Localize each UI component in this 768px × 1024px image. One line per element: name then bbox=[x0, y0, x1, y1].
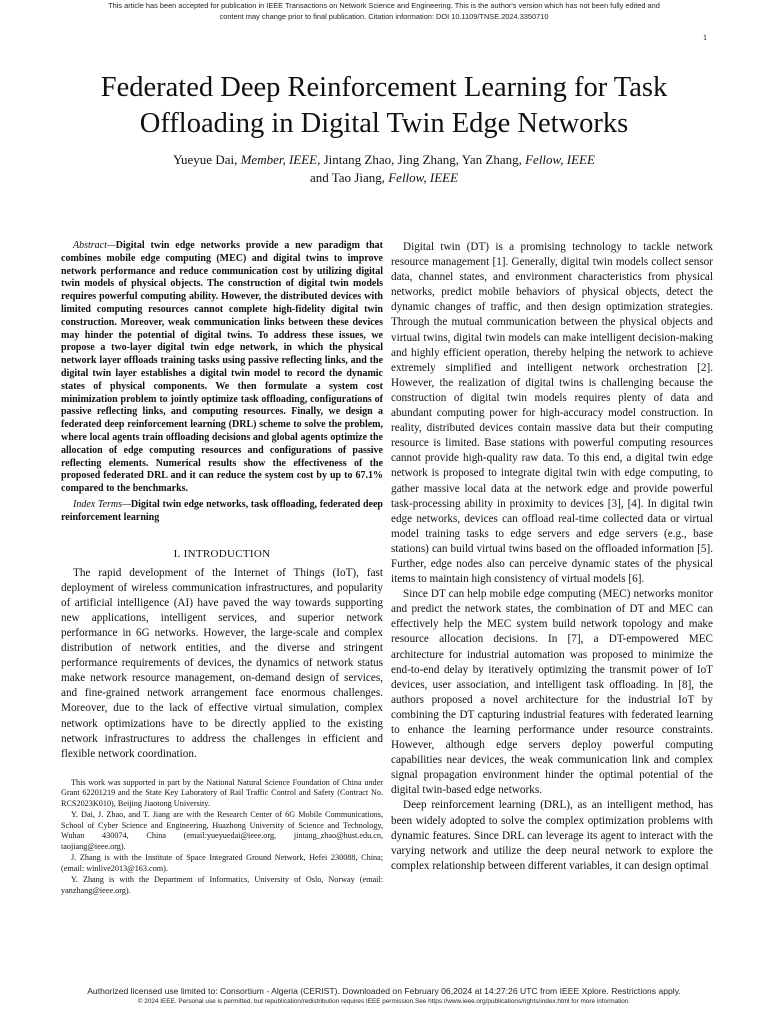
section-heading-introduction bbox=[61, 547, 383, 562]
footnote-affiliation-2: J. Zhang is with the Institute of Space Integrated Ground Network, Hefei 230088, China; (email: winlive2013@163.com). bbox=[61, 853, 383, 873]
copyright-notice: © 2024 IEEE. Personal use is permitted, but republication/redistribution requires IEEE permission.See https://www.ieee.org/publications/rights/index.html for more information. bbox=[137, 998, 631, 1005]
body-paragraph-2: Since DT can help mobile edge computing (MEC) networks monitor and predict the network states, the combination of DT and MEC can effectively help the MEC system build network topology and make resource allocation decisions. In [7], a DT-empowered MEC architecture for industrial automation was proposed to minimize the end-to-end delay by iteratively optimizing the transmit power of IoT devices, user association, and intelligent task offloading. In [8], the authors proposed a novel architecture for the industrial IoT by combining the DT capturing industrial features with federated learning to enhance the learning performance under resource constraints. However, although edge servers deploy powerful computing capabilities near devices, the weak communication link and complex signal propagation environment hinder the optimal potential of the digital twin-based edge networks. bbox=[391, 588, 713, 797]
author-last-role: Fellow, IEEE bbox=[388, 169, 459, 185]
authors-middle: , Jintang Zhao, Jing Zhang, Yan Zhang, bbox=[317, 152, 522, 167]
page-number: 1 bbox=[703, 33, 707, 42]
body-paragraph-3: Deep reinforcement learning (DRL), as an intelligent method, has been widely adopted to solve the complex optimization problems with dynamic features. Since DRL can leverage its agent to interact with the varying network and utilize the deep neural network to explore the complex relationship between different variables, it can design optimal bbox=[391, 799, 713, 872]
notice-line-1: This article has been accepted for publication in IEEE Transactions on Network Science and Engineering. This is the author's version which has not been fully edited and bbox=[108, 1, 660, 10]
author-1-role: Member, IEEE bbox=[240, 152, 318, 167]
section-title-initial: I bbox=[183, 547, 188, 560]
title-line-1: Federated Deep Reinforcement Learning for Task bbox=[100, 72, 668, 103]
title-line-2: Offloading in Digital Twin Edge Networks bbox=[139, 108, 629, 139]
author-1: Yueyue Dai, bbox=[173, 152, 238, 167]
paper-title bbox=[40, 70, 728, 142]
right-column bbox=[391, 240, 713, 874]
footnote-funding: This work was supported in part by the National Natural Science Foundation of China under Grant 62201219 and the State Key Laboratory of Rail Traffic Control and Safety (Contract No. RCS2023K010), Beijing Jiaotong University. bbox=[61, 777, 383, 808]
abstract bbox=[61, 240, 383, 496]
footnote-affiliation-3: Y. Zhang is with the Department of Informatics, University of Oslo, Norway (email: yanzhang@ieee.org). bbox=[61, 875, 383, 895]
intro-paragraph-1: The rapid development of the Internet of Things (IoT), fast deployment of wireless communication infrastructures, and popularity of artificial intelligence (AI) have paved the way towards supporting new applications, intelligent services, and superior network performance in 6G networks. However, the large-scale and complex distribution of network entities, and the diverse and stringent performance requirements of devices, the dynamics of network status make network resource management, on-demand design of services, and fine-grained network arrangement face enormous challenges. Moreover, due to the lack of effective virtual simulation, complex network optimizations have to be directly applied to the existing network infrastructures to address the challenges in efficient and flexible network coordination. bbox=[61, 566, 383, 760]
footnote-affiliation-1: Y. Dai, J. Zhao, and T. Jiang are with the Research Center of 6G Mobile Communications, School of Cyber Science and Engineering, Huazhong University of Science and Technology, Wuhan 430074, China (email:yueyuedai@ieee.org, jintang_zhao@hust.edu.cn, taojiang@ieee.org). bbox=[61, 810, 383, 851]
index-terms-text: Digital twin edge networks, task offloading, federated deep reinforcement learning bbox=[61, 498, 383, 523]
left-column bbox=[61, 240, 383, 897]
abstract-label: Abstract— bbox=[73, 240, 116, 251]
index-terms-label: Index Terms— bbox=[73, 498, 131, 510]
body-paragraph-1: Digital twin (DT) is a promising technology to tackle network resource management [1]. Generally, digital twin models collect sensor data, channel states, and environment characteristics from physical networks, predict mobile behaviors of physical objects, detect the dynamic changes of traffic, and then design optimization strategies. Through the mutual communication between the physical objects and virtual twins, digital twin models can make intelligent decision-making and highly efficient operation, thereby helping the network to achieve extremely simplified and intelligent network orchestration [2]. However, the realization of digital twins is challenging because the construction of digital twin models requires plenty of data and abundant computing power for high-accuracy model construction. In reality, distributed devices contain massive data but their computing resource is limited. Base stations with powerful computing resources cannot provide high-quality raw data. To this end, a digital twin edge network is proposed to integrate digital twin with edge computing, to gather massive local data at the network edge and provide powerful task-processing ability in proximity to devices [3], [4]. In digital twin edge networks, devices can offload real-time collected data or virtual model training tasks to edge servers and edge servers (e.g., base stations) can build virtual twins based on the offloaded information [5]. Further, edge nodes also can perceive dynamic states of the physical items to maintain high consistency of virtual models [6]. bbox=[391, 241, 713, 586]
footnotes bbox=[61, 778, 383, 897]
license-notice: Authorized licensed use limited to: Consortium - Algeria (CERIST). Downloaded on February 06,2024 at 14:27:26 UTC from IEEE Xplore. Restrictions apply. bbox=[87, 986, 681, 996]
author-last: and Tao Jiang, bbox=[309, 169, 385, 185]
section-title-rest: NTRODUCTION bbox=[187, 547, 271, 560]
author-list bbox=[60, 151, 708, 186]
author-5-role: Fellow, IEEE bbox=[525, 152, 595, 167]
publication-notice bbox=[60, 0, 708, 22]
index-terms bbox=[61, 499, 383, 525]
notice-line-2: content may change prior to final publication. Citation information: DOI 10.1109/TNSE.2024.3350710 bbox=[219, 12, 549, 21]
section-number: I. bbox=[173, 547, 184, 560]
abstract-text: Digital twin edge networks provide a new paradigm that combines mobile edge computing (MEC) and digital twins to improve network performance and reduce communication cost by utilizing digital twin models of physical objects. The construction of digital twin models requires powerful computing ability. However, the distributed devices with limited computing resources cannot complete high-fidelity digital twin construction. Moreover, weak communication links between these devices may hinder the potential of digital twins. To address these issues, we propose a two-layer digital twin edge network, in which the physical network layer offloads training tasks using passive reflecting links, and the digital twin layer establishes a digital twin model to record the dynamic states of physical components. We then formulate a system cost minimization problem to jointly optimize task offloading, configurations of passive reflecting links, and computing resources. Finally, we design a federated deep reinforcement learning (DRL) scheme to solve the problem, where local agents train offloading decisions and global agents optimize the allocation of edge computing resources and configurations of passive reflecting elements. Numerical results show the effectiveness of the proposed federated DRL and it can reduce the system cost by up to 67.1% compared to the benchmarks. bbox=[61, 240, 383, 495]
